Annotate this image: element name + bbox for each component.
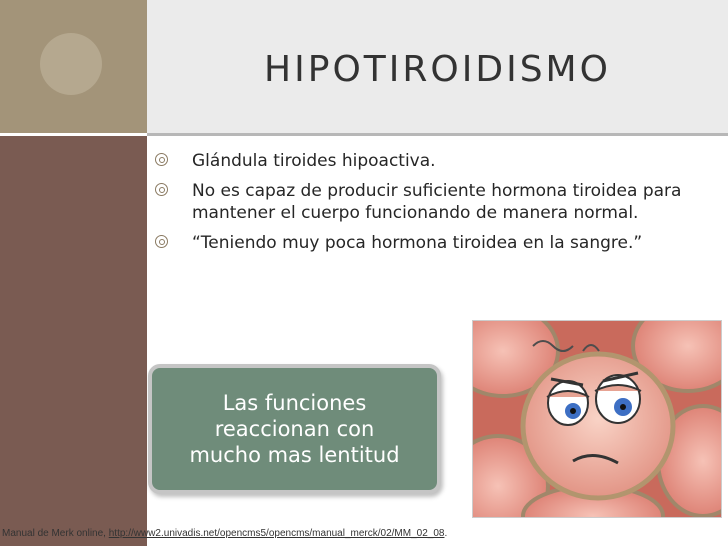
- callout-line-3: mucho mas lentitud: [189, 443, 400, 467]
- bullet-text: “Teniendo muy poca hormona tiroidea en la sangre.”: [192, 233, 643, 253]
- footer-citation: [2, 528, 722, 539]
- callout-text: [152, 390, 437, 468]
- footer-suffix: .: [444, 528, 448, 539]
- bullet-ring-icon: [155, 183, 168, 196]
- bullet-text: Glándula tiroides hipoactiva.: [192, 151, 436, 171]
- bullet-item: [155, 150, 725, 172]
- bullet-text: No es capaz de producir suficiente hormona tiroidea para mantener el cuerpo funcionando de manera normal.: [192, 181, 682, 223]
- bullet-ring-icon: [155, 153, 168, 166]
- footer-source-link[interactable]: http://www2.univadis.net/opencms5/opencms/manual_merck/02/MM_02_08: [108, 528, 445, 539]
- decorative-circle: [40, 33, 102, 95]
- title-divider: [147, 133, 728, 136]
- callout-line-1: Las funciones: [222, 391, 367, 415]
- title-divider-left: [0, 133, 147, 136]
- bullet-ring-icon: [155, 235, 168, 248]
- left-panel-bottom: [0, 133, 147, 546]
- callout-box: [148, 364, 441, 494]
- bullet-item: [155, 180, 725, 224]
- footer-prefix: Manual de Merk online,: [2, 528, 109, 539]
- bullet-list: [155, 150, 725, 262]
- callout-line-2: reaccionan con: [214, 417, 375, 441]
- bullet-item: [155, 232, 725, 254]
- slide-title: HIPOTIROIDISMO: [264, 49, 611, 90]
- tired-thyroid-cell-cartoon-icon: [472, 320, 722, 518]
